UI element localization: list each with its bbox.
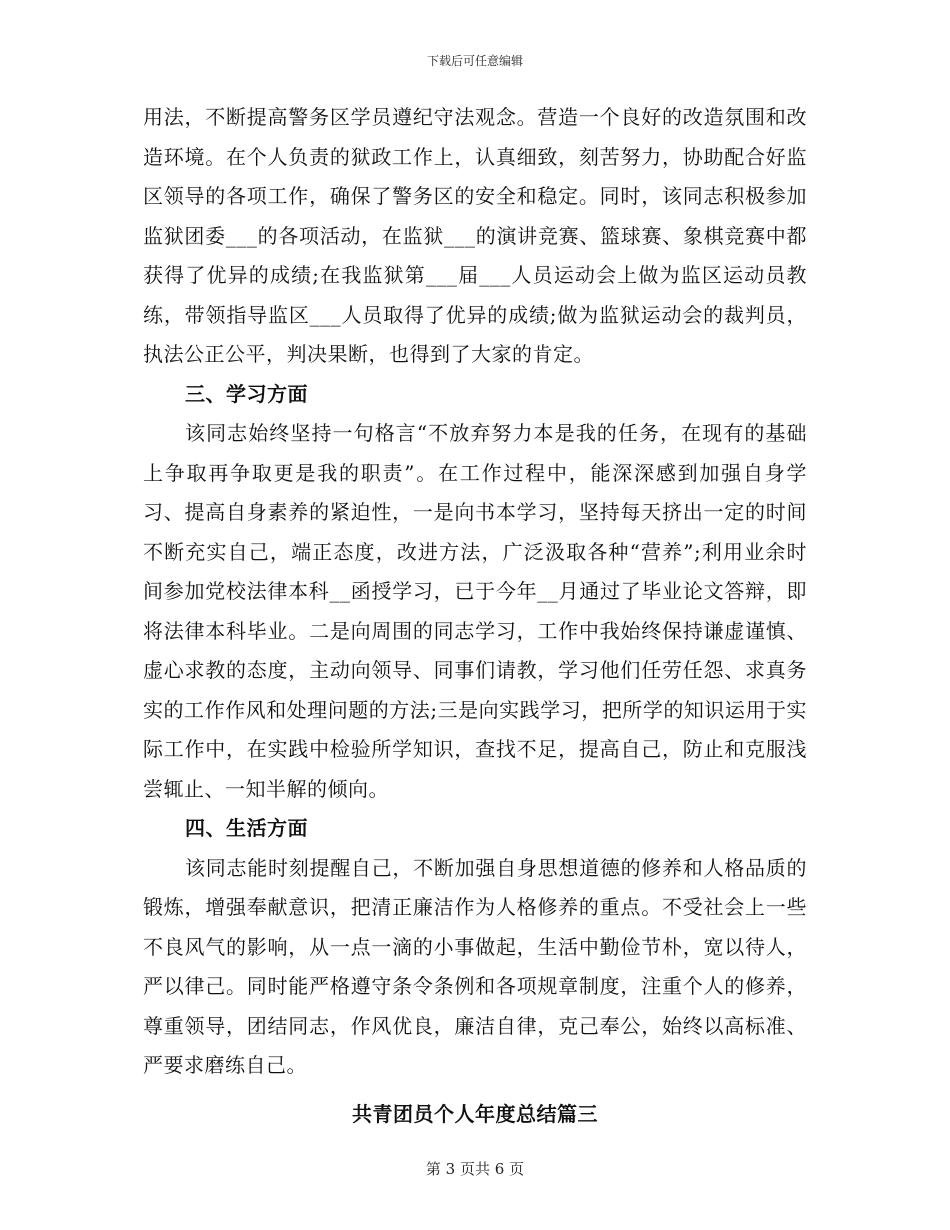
paragraph-study: 该同志始终坚持一句格言“不放弃努力本是我的任务，在现有的基础上争取再争取更是我的职责”。在工作过程中，能深深感到加强自身学习、提高自身素养的紧迫性，一是向书本学习，坚持每天挤出一定的时间不断充实自己，端正态度，改进方法，广泛汲取各种“营养”;利用业余时间参加党校法律本科__函授学习，已于今年__月通过了毕业论文答辩，即将法律本科毕业。二是向周围的同志学习，工作中我始终保持谦虚谨慎、虚心求教的态度，主动向领导、同事们请教，学习他们任劳任怨、求真务实的工作作风和处理问题的方法;三是向实践学习，把所学的知识运用于实际工作中，在实践中检验所学知识，查找不足，提高自己，防止和克服浅尝辄止、一知半解的倾向。 — [143, 421, 807, 801]
heading-life: 四、生活方面 — [185, 816, 308, 840]
page-footer: 第 3 页共 6 页 — [425, 1160, 525, 1178]
section-title: 共青团员个人年度总结篇三 — [352, 1101, 598, 1126]
paragraph-life: 该同志能时刻提醒自己，不断加强自身思想道德的修养和人格品质的锻炼，增强奉献意识，把清正廉洁作为人格修养的重点。不受社会上一些不良风气的影响，从一点一滴的小事做起，生活中勤俭节朴，宽以待人，严以律己。同时能严格遵守条令条例和各项规章制度，注重个人的修养，尊重领导，团结同志，作风优良，廉洁自律，克己奉公，始终以高标准、严要求磨练自己。 — [143, 855, 807, 1077]
document-body — [143, 98, 807, 1132]
heading-study: 三、学习方面 — [185, 381, 308, 406]
page-header: 下载后可任意编辑 — [426, 54, 523, 68]
paragraph-continued: 用法，不断提高警务区学员遵纪守法观念。营造一个良好的改造氛围和改造环境。在个人负责的狱政工作上，认真细致，刻苦努力，协助配合好监区领导的各项工作，确保了警务区的安全和稳定。同时，该同志积极参加监狱团委___的各项活动，在监狱___的演讲竞赛、篮球赛、象棋竞赛中都获得了优异的成绩;在我监狱第___届___人员运动会上做为监区运动员教练，带领指导监区___人员取得了优异的成绩;做为监狱运动会的裁判员，执法公正公平，判决果断，也得到了大家的肯定。 — [143, 105, 807, 366]
